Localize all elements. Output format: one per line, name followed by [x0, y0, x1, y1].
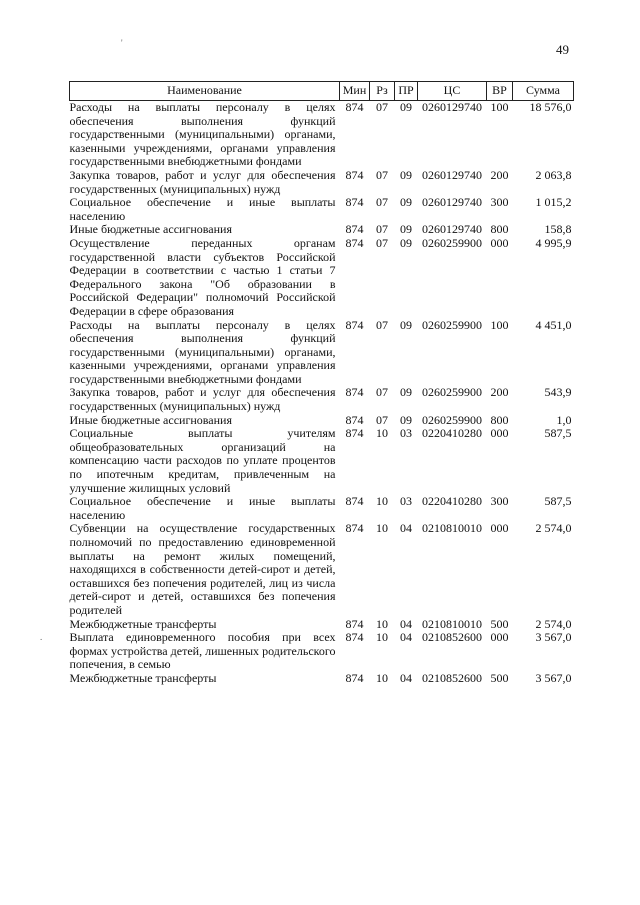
- cell-rz: 10: [376, 670, 388, 685]
- cell-min: 874: [345, 222, 364, 237]
- cell-sum: 3 567,0: [535, 670, 572, 685]
- cell-rz: 07: [376, 195, 388, 210]
- cell-min: 874: [345, 494, 364, 509]
- cell-pr: 04: [400, 670, 412, 685]
- table-row: [70, 427, 574, 495]
- scan-speck: ': [121, 38, 123, 48]
- cell-name: Иные бюджетные ассигнования: [69, 222, 232, 237]
- cell-name: Закупка товаров, работ и услуг для обеспечения государственных (муниципальных) нужд: [69, 385, 336, 414]
- cell-cs: 0260259900: [422, 317, 482, 332]
- cell-pr: 09: [400, 222, 412, 237]
- cell-rz: 07: [376, 167, 388, 182]
- table-row: [70, 414, 574, 428]
- table-row: [70, 196, 574, 223]
- cell-vr: 300: [490, 494, 509, 509]
- cell-cs: 0260129740: [422, 167, 482, 182]
- cell-vr: 000: [490, 521, 509, 536]
- cell-name: Межбюджетные трансферты: [69, 616, 217, 631]
- table-row: [70, 101, 574, 169]
- cell-pr: 09: [400, 235, 412, 250]
- cell-vr: 100: [490, 100, 509, 114]
- cell-pr: 09: [400, 100, 412, 114]
- cell-pr: 04: [400, 521, 412, 536]
- cell-min: 874: [345, 317, 364, 332]
- cell-name: Социальное обеспечение и иные выплаты населению: [69, 494, 336, 522]
- cell-pr: 04: [400, 630, 412, 645]
- cell-sum: 4 451,0: [535, 317, 572, 332]
- cell-rz: 10: [376, 521, 388, 536]
- table-body: [70, 101, 574, 686]
- cell-min: 874: [345, 235, 364, 250]
- cell-vr: 800: [490, 412, 509, 427]
- cell-cs: 0220410280: [422, 494, 482, 509]
- cell-min: 874: [345, 630, 364, 645]
- header-pr: ПР: [395, 82, 418, 101]
- table-row: [70, 631, 574, 672]
- table-row: [70, 319, 574, 387]
- cell-pr: 09: [400, 195, 412, 210]
- cell-vr: 000: [490, 630, 509, 645]
- cell-min: 874: [345, 670, 364, 685]
- cell-min: 874: [345, 385, 364, 400]
- cell-pr: 09: [400, 385, 412, 400]
- cell-name: Иные бюджетные ассигнования: [69, 412, 232, 427]
- budget-table: [69, 81, 574, 686]
- cell-rz: 10: [376, 494, 388, 509]
- cell-cs: 0220410280: [422, 426, 482, 441]
- header-sum: Сумма: [513, 82, 574, 101]
- header-min: Мин: [340, 82, 370, 101]
- table-row: [70, 223, 574, 237]
- cell-sum: 2 063,8: [535, 167, 572, 182]
- scan-speck: .: [40, 632, 43, 642]
- cell-sum: 158,8: [544, 222, 572, 237]
- cell-sum: 1 015,2: [535, 195, 572, 210]
- header-rz: Рз: [370, 82, 395, 101]
- cell-sum: 2 574,0: [535, 616, 572, 631]
- table-row: [70, 386, 574, 413]
- table-header-row: [70, 82, 574, 101]
- cell-cs: 0260129740: [422, 195, 482, 210]
- cell-rz: 07: [376, 317, 388, 332]
- cell-rz: 07: [376, 235, 388, 250]
- cell-cs: 0260259900: [422, 412, 482, 427]
- page-number: 49: [556, 42, 569, 57]
- cell-min: 874: [345, 426, 364, 441]
- cell-rz: 07: [376, 385, 388, 400]
- cell-pr: 03: [400, 494, 412, 509]
- cell-rz: 07: [376, 412, 388, 427]
- cell-sum: 587,5: [544, 494, 572, 509]
- cell-min: 874: [345, 100, 364, 114]
- cell-cs: 0210810010: [422, 616, 482, 631]
- cell-name: Расходы на выплаты персоналу в целях обеспечения выполнения функций государственными (муниципальными) органами, казенными учреждениями, органами управления государственными внебюджетными фондами: [69, 317, 336, 386]
- table-row: [70, 672, 574, 686]
- table-row: [70, 237, 574, 319]
- cell-vr: 800: [490, 222, 509, 237]
- cell-name: Социальные выплаты учителям общеобразовательных организаций на компенсацию части расходов по уплате процентов по ипотечным кредитам, привлеченным на улучшение жилищных условий: [69, 426, 336, 495]
- cell-sum: 3 567,0: [535, 630, 572, 645]
- table-row: [70, 618, 574, 632]
- cell-min: 874: [345, 616, 364, 631]
- cell-name: Социальное обеспечение и иные выплаты населению: [69, 195, 336, 223]
- cell-cs: 0210810010: [422, 521, 482, 536]
- cell-min: 874: [345, 412, 364, 427]
- cell-sum: 1,0: [556, 412, 572, 427]
- cell-sum: 18 576,0: [529, 100, 572, 114]
- cell-min: 874: [345, 195, 364, 210]
- cell-vr: 200: [490, 385, 509, 400]
- cell-name: Межбюджетные трансферты: [69, 670, 217, 685]
- cell-cs: 0210852600: [422, 630, 482, 645]
- cell-pr: 09: [400, 167, 412, 182]
- cell-cs: 0260129740: [422, 222, 482, 237]
- cell-cs: 0260259900: [422, 385, 482, 400]
- cell-rz: 10: [376, 616, 388, 631]
- cell-rz: 10: [376, 630, 388, 645]
- cell-pr: 09: [400, 412, 412, 427]
- cell-vr: 000: [490, 426, 509, 441]
- cell-rz: 07: [376, 100, 388, 114]
- cell-vr: 200: [490, 167, 509, 182]
- cell-sum: 4 995,9: [535, 235, 572, 250]
- header-cs: ЦС: [418, 82, 487, 101]
- cell-vr: 300: [490, 195, 509, 210]
- cell-min: 874: [345, 521, 364, 536]
- table-row: [70, 495, 574, 522]
- cell-rz: 10: [376, 426, 388, 441]
- cell-pr: 09: [400, 317, 412, 332]
- cell-sum: 543,9: [544, 385, 572, 400]
- cell-vr: 500: [490, 616, 509, 631]
- cell-pr: 03: [400, 426, 412, 441]
- cell-cs: 0210852600: [422, 670, 482, 685]
- cell-name: Субвенции на осуществление государственных полномочий по предоставлению единовременной выплаты на ремонт жилых помещений, находящихся в собственности детей-сирот и детей, оставшихся без попечения родителей, лиц из числа детей-сирот и детей, оставшихся без попечения родителей: [69, 521, 336, 617]
- cell-vr: 100: [490, 317, 509, 332]
- cell-vr: 500: [490, 670, 509, 685]
- cell-vr: 000: [490, 235, 509, 250]
- cell-cs: 0260129740: [422, 100, 482, 114]
- cell-name: Расходы на выплаты персоналу в целях обеспечения выполнения функций государственными (муниципальными) органами, казенными учреждениями, органами управления государственными внебюджетными фондами: [69, 100, 336, 169]
- cell-rz: 07: [376, 222, 388, 237]
- cell-name: Осуществление переданных органам государственной власти субъектов Российской Федерации в соответствии с частью 1 статьи 7 Федерального закона "Об образовании в Российской Федерации" полномочий Российской Федерации в сфере образования: [69, 235, 336, 318]
- header-name: Наименование: [70, 82, 340, 101]
- cell-min: 874: [345, 167, 364, 182]
- table-row: [70, 522, 574, 617]
- cell-sum: 2 574,0: [535, 521, 572, 536]
- cell-name: Закупка товаров, работ и услуг для обеспечения государственных (муниципальных) нужд: [69, 167, 336, 196]
- table-row: [70, 169, 574, 196]
- cell-cs: 0260259900: [422, 235, 482, 250]
- cell-name: Выплата единовременного пособия при всех формах устройства детей, лишенных родительского попечения, в семью: [69, 630, 336, 672]
- header-vr: ВР: [487, 82, 513, 101]
- cell-pr: 04: [400, 616, 412, 631]
- cell-sum: 587,5: [544, 426, 572, 441]
